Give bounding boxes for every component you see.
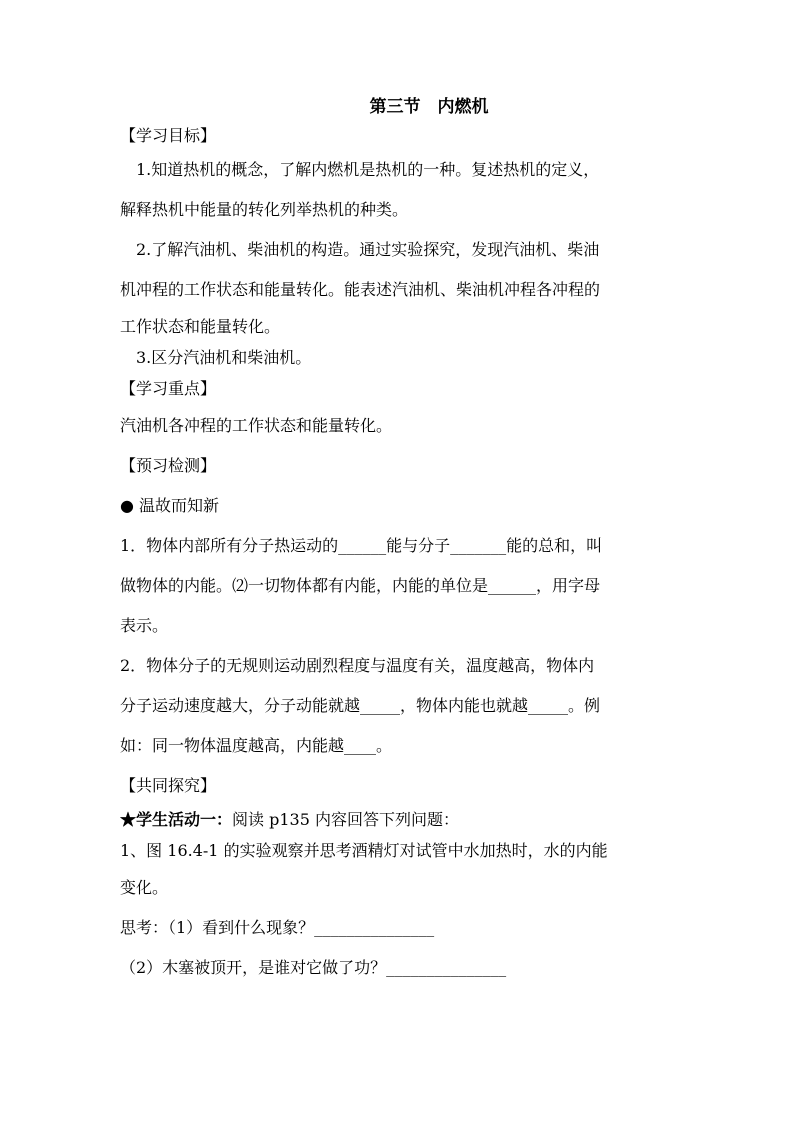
page-title: 第三节 内燃机 (369, 97, 489, 117)
question-1-line-1: 1．物体内部所有分子热运动的______能与分子_______能的总和，叫 (120, 536, 603, 555)
review-bullet: ● 温故而知新 (120, 496, 220, 515)
goal-2-line-1: 2.了解汽油机、柴油机的构造。通过实验探究，发现汽油机、柴油 (136, 240, 600, 259)
item-1-line-2: 变化。 (120, 878, 169, 897)
activity-1 (120, 806, 678, 834)
section-header-preview: 【预习检测】 (120, 456, 217, 475)
section-header-goals: 【学习目标】 (120, 126, 217, 145)
question-2-line-1: 2．物体分子的无规则运动剧烈程度与温度有关，温度越高，物体内 (120, 656, 595, 675)
question-1-line-2: 做物体的内能。⑵一切物体都有内能，内能的单位是______，用字母 (120, 576, 601, 595)
focus-text: 汽油机各冲程的工作状态和能量转化。 (120, 416, 393, 435)
question-1-line-3: 表示。 (120, 616, 169, 635)
section-header-focus: 【学习重点】 (120, 379, 217, 398)
section-header-explore: 【共同探究】 (120, 776, 217, 795)
think-question-2: （2）木塞被顶开，是谁对它做了功？_______________ (120, 958, 507, 977)
item-1-line-1: 1、图 16.4-1 的实验观察并思考酒精灯对试管中水加热时，水的内能 (120, 841, 608, 860)
document-page (120, 92, 678, 988)
goal-1-line-1: 1.知道热机的概念，了解内燃机是热机的一种。复述热机的定义， (136, 160, 600, 179)
goal-1-line-2: 解释热机中能量的转化列举热机的种类。 (120, 200, 409, 219)
activity-text: 阅读 p135 内容回答下列问题： (232, 810, 459, 829)
goal-2-line-3: 工作状态和能量转化。 (120, 317, 281, 336)
goal-2-line-2: 机冲程的工作状态和能量转化。能表述汽油机、柴油机冲程各冲程的 (120, 280, 601, 299)
think-question-1: 思考：（1）看到什么现象？_______________ (120, 918, 435, 937)
question-2-line-2: 分子运动速度越大，分子动能就越_____，物体内能也就越_____。例 (120, 696, 601, 715)
goal-3: 3.区分汽油机和柴油机。 (136, 348, 312, 367)
activity-label: ★学生活动一： (120, 810, 233, 829)
question-2-line-3: 如：同一物体温度越高，内能越____。 (120, 736, 393, 755)
